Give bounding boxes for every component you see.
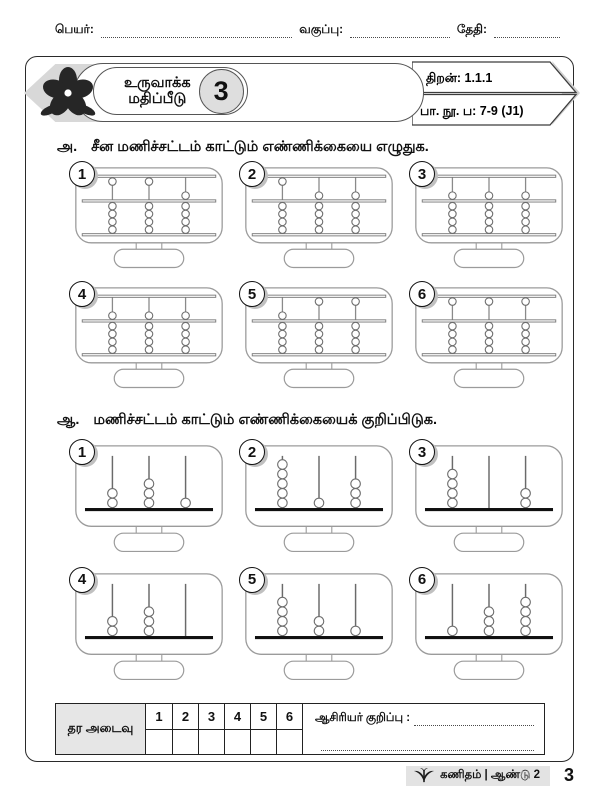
abacus-bead: [449, 226, 456, 233]
abacus-bead: [352, 226, 359, 233]
abacus-bead: [315, 210, 322, 217]
skill-code: திறன்: 1.1.1: [426, 71, 493, 85]
abacus-bead: [352, 346, 359, 353]
date-label: தேதி:: [456, 22, 487, 36]
abacus-bar: [422, 295, 556, 297]
abacus-bead: [109, 218, 116, 225]
abacus-bar: [422, 200, 556, 202]
abacus-bead: [279, 178, 286, 185]
abacus-bead: [279, 218, 286, 225]
score-column-number: 4: [224, 704, 250, 729]
score-column-number: 6: [276, 704, 302, 729]
abacus-bead: [182, 346, 189, 353]
abacus-bead: [314, 616, 324, 626]
abacus-bead: [352, 218, 359, 225]
series-band: [406, 766, 550, 786]
suanpan-abacus: [414, 166, 564, 269]
hibiscus-flower-icon: [40, 66, 96, 120]
abacus-bead: [449, 346, 456, 353]
header-fields: [55, 22, 560, 38]
abacus-bead: [182, 202, 189, 209]
section-a-grid: [74, 166, 584, 395]
abacus-bead: [449, 218, 456, 225]
teacher-note-area: [303, 704, 544, 754]
abacus-bead: [279, 210, 286, 217]
abacus-bead: [521, 607, 531, 617]
answer-box[interactable]: [454, 661, 524, 679]
answer-box[interactable]: [284, 370, 354, 388]
item-number-badge: 4: [69, 281, 95, 307]
abacus-bead: [315, 192, 322, 199]
abacus-bar: [82, 295, 216, 297]
abacus-bead: [278, 626, 288, 636]
answer-box[interactable]: [454, 533, 524, 551]
abacus-bead: [278, 460, 288, 470]
abacus-bead: [315, 202, 322, 209]
spike-abacus-figure: [414, 572, 572, 688]
score-column-number: 1: [155, 708, 163, 724]
spike-abacus: [244, 444, 394, 555]
abacus-bead: [521, 626, 531, 636]
abacus-bar: [252, 320, 386, 322]
abacus-bar: [252, 200, 386, 202]
score-cell[interactable]: [198, 730, 224, 755]
abacus-bead: [352, 331, 359, 338]
answer-box[interactable]: [454, 370, 524, 388]
abacus-bead: [449, 210, 456, 217]
section-a-letter: அ.: [57, 139, 78, 155]
abacus-bead: [108, 626, 118, 636]
abacus-bar: [252, 354, 386, 356]
abacus-bead: [522, 210, 529, 217]
abacus-bead: [448, 479, 458, 489]
answer-box[interactable]: [454, 249, 524, 267]
abacus-bead: [145, 226, 152, 233]
class-field[interactable]: [350, 25, 450, 38]
abacus-bead: [522, 331, 529, 338]
spike-abacus-figure: [244, 572, 402, 688]
suanpan-abacus: [414, 286, 564, 389]
abacus-bead: [109, 331, 116, 338]
abacus-bead: [182, 331, 189, 338]
abacus-bead: [279, 202, 286, 209]
score-cell[interactable]: [146, 730, 172, 755]
abacus-bead: [182, 218, 189, 225]
name-field[interactable]: [101, 25, 292, 38]
abacus-bead: [352, 192, 359, 199]
abacus-bar: [422, 234, 556, 236]
spike-abacus-figure: [74, 572, 232, 688]
banner-title-group: [93, 67, 248, 115]
spike-abacus-figure: [244, 444, 402, 560]
abacus-bead: [351, 626, 361, 636]
abacus-bead: [145, 178, 152, 185]
abacus-bar: [82, 175, 216, 177]
class-label: வகுப்பு:: [299, 22, 344, 36]
abacus-bead: [522, 338, 529, 345]
item-number-badge: 5: [239, 567, 265, 593]
abacus-bead: [182, 226, 189, 233]
score-cell[interactable]: [224, 730, 250, 755]
publisher-logo-icon: [414, 768, 434, 784]
abacus-bead: [522, 202, 529, 209]
abacus-bead: [279, 346, 286, 353]
spike-abacus-figure: [74, 444, 232, 560]
abacus-bead: [144, 498, 154, 508]
abacus-bead: [109, 346, 116, 353]
abacus-bead: [522, 298, 529, 305]
abacus-bead: [145, 323, 152, 330]
teacher-note-field-line1[interactable]: [414, 714, 534, 726]
abacus-bar: [82, 234, 216, 236]
abacus-bead: [144, 607, 154, 617]
abacus-bead: [315, 218, 322, 225]
assessment-number-circle: 3: [199, 69, 244, 114]
abacus-bead: [521, 616, 531, 626]
item-number-badge: 3: [409, 161, 435, 187]
abacus-bead: [109, 312, 116, 319]
score-grid: [146, 704, 303, 754]
abacus-bead: [522, 323, 529, 330]
spike-abacus: [244, 572, 394, 683]
abacus-bead: [109, 338, 116, 345]
abacus-bead: [485, 226, 492, 233]
abacus-bead: [315, 298, 322, 305]
abacus-bead: [182, 338, 189, 345]
abacus-bead: [351, 498, 361, 508]
abacus-base: [255, 508, 383, 511]
item-number-badge: 1: [69, 439, 95, 465]
series-text: கணிதம் | ஆண்டு 2: [440, 768, 540, 781]
abacus-bead: [521, 489, 531, 499]
abacus-bead: [278, 597, 288, 607]
suanpan-figure: [74, 286, 232, 394]
abacus-bead: [144, 489, 154, 499]
suanpan-abacus: [244, 166, 394, 269]
answer-box[interactable]: [284, 661, 354, 679]
abacus-bead: [315, 338, 322, 345]
answer-box[interactable]: [114, 533, 184, 551]
answer-box[interactable]: [284, 533, 354, 551]
spike-abacus: [414, 444, 564, 555]
abacus-bead: [278, 479, 288, 489]
abacus-bead: [449, 338, 456, 345]
abacus-bead: [485, 218, 492, 225]
score-table-label: தர அடைவு: [56, 704, 146, 754]
spike-abacus: [74, 572, 224, 683]
abacus-bead: [145, 338, 152, 345]
abacus-bead: [145, 331, 152, 338]
abacus-bead: [278, 607, 288, 617]
name-label: பெயர்:: [55, 22, 94, 36]
abacus-bar: [422, 175, 556, 177]
abacus-bead: [448, 489, 458, 499]
abacus-bead: [315, 346, 322, 353]
item-number-badge: 3: [409, 439, 435, 465]
abacus-bead: [448, 626, 458, 636]
abacus-bead: [144, 616, 154, 626]
item-number-badge: 2: [239, 161, 265, 187]
suanpan-abacus: [74, 166, 224, 269]
score-table: [55, 703, 545, 755]
section-b-heading: [57, 412, 437, 430]
page-number: 3: [563, 765, 574, 785]
abacus-bead: [109, 226, 116, 233]
abacus-bead: [182, 312, 189, 319]
suanpan-figure: [244, 166, 402, 274]
abacus-bead: [352, 298, 359, 305]
abacus-bead: [352, 210, 359, 217]
abacus-bead: [145, 202, 152, 209]
section-a-heading: [57, 139, 429, 157]
suanpan-figure: [414, 286, 572, 394]
score-columns-blank: [146, 730, 302, 755]
item-number-badge: 1: [69, 161, 95, 187]
answer-box[interactable]: [284, 249, 354, 267]
abacus-bar: [82, 320, 216, 322]
abacus-bead: [485, 210, 492, 217]
abacus-bead: [145, 218, 152, 225]
abacus-bead: [279, 226, 286, 233]
teacher-note-field-line2[interactable]: [321, 739, 534, 751]
abacus-bar: [82, 354, 216, 356]
answer-box[interactable]: [114, 661, 184, 679]
book-page-ref: பா. நூ. ப: 7-9 (J1): [420, 104, 524, 118]
score-columns-header: [146, 704, 302, 730]
abacus-bead: [108, 616, 118, 626]
abacus-bead: [449, 323, 456, 330]
abacus-bead: [351, 479, 361, 489]
abacus-bead: [182, 210, 189, 217]
abacus-bead: [278, 489, 288, 499]
abacus-bead: [352, 338, 359, 345]
suanpan-figure: [244, 286, 402, 394]
abacus-bead: [522, 226, 529, 233]
item-number-badge: 5: [239, 281, 265, 307]
abacus-bead: [314, 498, 324, 508]
abacus-bead: [109, 178, 116, 185]
abacus-bead: [315, 226, 322, 233]
abacus-bead: [109, 202, 116, 209]
abacus-bead: [448, 498, 458, 508]
score-column-number: 2: [172, 704, 198, 729]
abacus-bead: [315, 331, 322, 338]
abacus-base: [425, 636, 553, 639]
abacus-bar: [82, 200, 216, 202]
abacus-bead: [279, 338, 286, 345]
abacus-bar: [422, 354, 556, 356]
section-b-letter: ஆ.: [57, 412, 80, 428]
abacus-bead: [315, 323, 322, 330]
suanpan-abacus: [244, 286, 394, 389]
answer-box[interactable]: [114, 370, 184, 388]
item-number-badge: 2: [239, 439, 265, 465]
abacus-bead: [449, 331, 456, 338]
abacus-bar: [422, 320, 556, 322]
item-number-badge: 4: [69, 567, 95, 593]
abacus-bead: [279, 323, 286, 330]
abacus-bead: [144, 479, 154, 489]
item-number-badge: 6: [409, 281, 435, 307]
date-field[interactable]: [494, 25, 560, 38]
abacus-bead: [314, 626, 324, 636]
abacus-bead: [279, 312, 286, 319]
abacus-bead: [522, 192, 529, 199]
abacus-bead: [485, 323, 492, 330]
abacus-bead: [484, 607, 494, 617]
score-cell[interactable]: [172, 730, 198, 755]
score-column-number: 5: [250, 704, 276, 729]
suanpan-figure: [74, 166, 232, 274]
abacus-bead: [351, 489, 361, 499]
abacus-bead: [352, 323, 359, 330]
abacus-bead: [485, 338, 492, 345]
abacus-bead: [145, 346, 152, 353]
abacus-bead: [182, 192, 189, 199]
suanpan-abacus: [74, 286, 224, 389]
abacus-base: [255, 636, 383, 639]
abacus-bead: [485, 331, 492, 338]
abacus-base: [85, 636, 213, 639]
abacus-bead: [522, 346, 529, 353]
abacus-bead: [181, 498, 191, 508]
section-a-text: சீன மணிச்சட்டம் காட்டும் எண்ணிக்கையை எழுதுக.: [91, 139, 429, 155]
section-b-grid: [74, 444, 584, 687]
abacus-bead: [278, 469, 288, 479]
abacus-bead: [521, 597, 531, 607]
score-column-number: 3: [198, 704, 224, 729]
abacus-bar: [252, 295, 386, 297]
abacus-bead: [278, 498, 288, 508]
page-footer: [406, 765, 574, 786]
abacus-bead: [521, 498, 531, 508]
abacus-bead: [484, 626, 494, 636]
abacus-bead: [109, 323, 116, 330]
answer-box[interactable]: [114, 249, 184, 267]
abacus-bead: [448, 469, 458, 479]
abacus-bead: [449, 298, 456, 305]
abacus-bead: [485, 346, 492, 353]
abacus-bead: [278, 616, 288, 626]
abacus-bead: [449, 192, 456, 199]
abacus-bead: [144, 626, 154, 636]
suanpan-figure: [414, 166, 572, 274]
score-cell[interactable]: [250, 730, 276, 755]
abacus-bead: [484, 616, 494, 626]
item-number-badge: 6: [409, 567, 435, 593]
teacher-note-label: ஆசிரியர் குறிப்பு :: [315, 712, 411, 724]
abacus-bead: [279, 331, 286, 338]
assessment-title: உருவாக்க மதிப்பீடு: [124, 74, 191, 107]
spike-abacus: [414, 572, 564, 683]
abacus-bead: [522, 218, 529, 225]
abacus-bar: [252, 175, 386, 177]
banner-title-pill: [74, 63, 424, 122]
abacus-bead: [352, 202, 359, 209]
section-b-text: மணிச்சட்டம் காட்டும் எண்ணிக்கையைக் குறிப்பிடுக.: [93, 412, 438, 428]
abacus-bead: [145, 210, 152, 217]
abacus-bead: [485, 192, 492, 199]
abacus-bead: [108, 489, 118, 499]
abacus-bead: [145, 312, 152, 319]
banner-right-chevrons: [412, 58, 580, 128]
abacus-base: [425, 508, 553, 511]
abacus-bead: [108, 498, 118, 508]
abacus-bead: [109, 210, 116, 217]
abacus-bead: [485, 202, 492, 209]
score-cell[interactable]: [276, 730, 302, 755]
spike-abacus-figure: [414, 444, 572, 560]
spike-abacus: [74, 444, 224, 555]
abacus-bead: [449, 202, 456, 209]
abacus-bead: [485, 298, 492, 305]
abacus-base: [85, 508, 213, 511]
abacus-bar: [252, 234, 386, 236]
abacus-bead: [182, 323, 189, 330]
